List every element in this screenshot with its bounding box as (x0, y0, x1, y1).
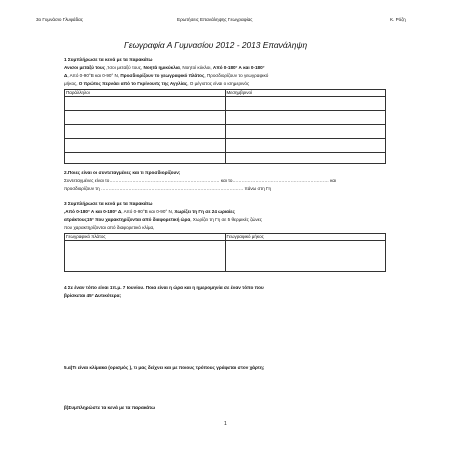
q1-cell[interactable] (65, 153, 226, 164)
q1-heading: 1 Συμπλήρωσε τα κενά με τα παρακάτω (64, 57, 153, 62)
q1-line-3: μήκος, Ο πρώτος περνάει από το Γκρίνουιτς της Αγγλίας, Ο μέγιστος είναι ο ισημερινός (64, 81, 250, 86)
q1-cell[interactable] (225, 125, 386, 139)
q1-line-2: Δ, Από 0-90°Β και 0-90° Ν, Προσδιορίζουν το γεωγραφικό πλάτος, Προσδιορίζουν το γεωγραφικό (64, 73, 269, 78)
q1-col-meridians: Μεσημβρινοί (225, 90, 386, 97)
q1-cell[interactable] (225, 153, 386, 164)
q1-line-1: Ανισοι μεταξύ τους ,Ίσοι μεταξύ τους, Νοητά ημικύκλια, Νοητοί κύκλοι, Από 0-180° Α και 0-180° (64, 65, 265, 70)
q5b-line-1: β)Συμπληρώστε τα κενά με τα παρακάτω (64, 405, 156, 410)
q1-cell[interactable] (65, 97, 226, 111)
page-number: 1 (224, 421, 227, 427)
q3-line-1: ,Από 0-180° Α και 0-180° Δ, Από 0-90°Β και 0-90° Ν, Χωρίζει τη Γη σε 24 ωριαίες (64, 209, 235, 214)
q1-cell[interactable] (65, 139, 226, 153)
q2-heading: 2.Ποιες είναι οι συντεταγμένες και τι προσδιορίζουν; (64, 170, 181, 175)
q3-col-longitude: Γεωγραφικό μήκος (225, 234, 386, 241)
header-author: Κ. Ρόζη (390, 17, 406, 22)
q5-line-1: 5.α)Τι είναι κλίμακα (ορισμός ), τι μας δείχνει και με ποιους τρόπους γράφεται στον χάρτη; (64, 365, 265, 370)
q1-cell[interactable] (65, 125, 226, 139)
q3-cell[interactable] (65, 241, 226, 272)
q1-col-parallels: Παράλληλοι (65, 90, 226, 97)
q3-heading: 3 Συμπλήρωσε τα κενά με τα παρακάτω (64, 201, 153, 206)
q2-line-1: Συντεταγμένες είναι το……………………………………………………………… και το……………………………………………………… και (64, 178, 337, 183)
q3-line-3: που χαρακτηρίζονται από διαφορετικό κλίμα, (64, 225, 155, 230)
q3-table (64, 233, 386, 272)
q3-line-2: ατράκτους15° που χαρακτηρίζονται από διαφορετική ώρα, Χωρίζει τη Γη σε 5 θερμικές ζώνες (64, 217, 263, 222)
header-school: 3ο Γυμνάσιο Γλυφάδας (36, 17, 84, 22)
q4-line-2: βρίσκεται 45° Δυτικότερα; (64, 293, 122, 298)
q1-cell[interactable] (225, 139, 386, 153)
q1-table (64, 89, 386, 164)
q3-cell[interactable] (225, 241, 386, 272)
q1-cell[interactable] (225, 111, 386, 125)
q3-col-latitude: Γεωγραφικό πλάτος (65, 234, 226, 241)
q1-cell[interactable] (65, 111, 226, 125)
header-subject: Ερωτήσεις Επανάληψης Γεωγραφίας (177, 17, 253, 22)
page-title: Γεωγραφία Α Γυμνασίου 2012 - 2013 Επανάληψη (124, 40, 308, 50)
q1-cell[interactable] (225, 97, 386, 111)
q2-line-2: προσδιορίζουν τη ………………………………………………………………………………… πάνω στη Γη (64, 186, 272, 191)
q4-line-1: 4 Σε έναν τόπο είναι 1π.μ. 7 Ιουνίου. Ποια είναι η ώρα και η ημερομηνία σε έναν τόπο που (64, 285, 264, 290)
